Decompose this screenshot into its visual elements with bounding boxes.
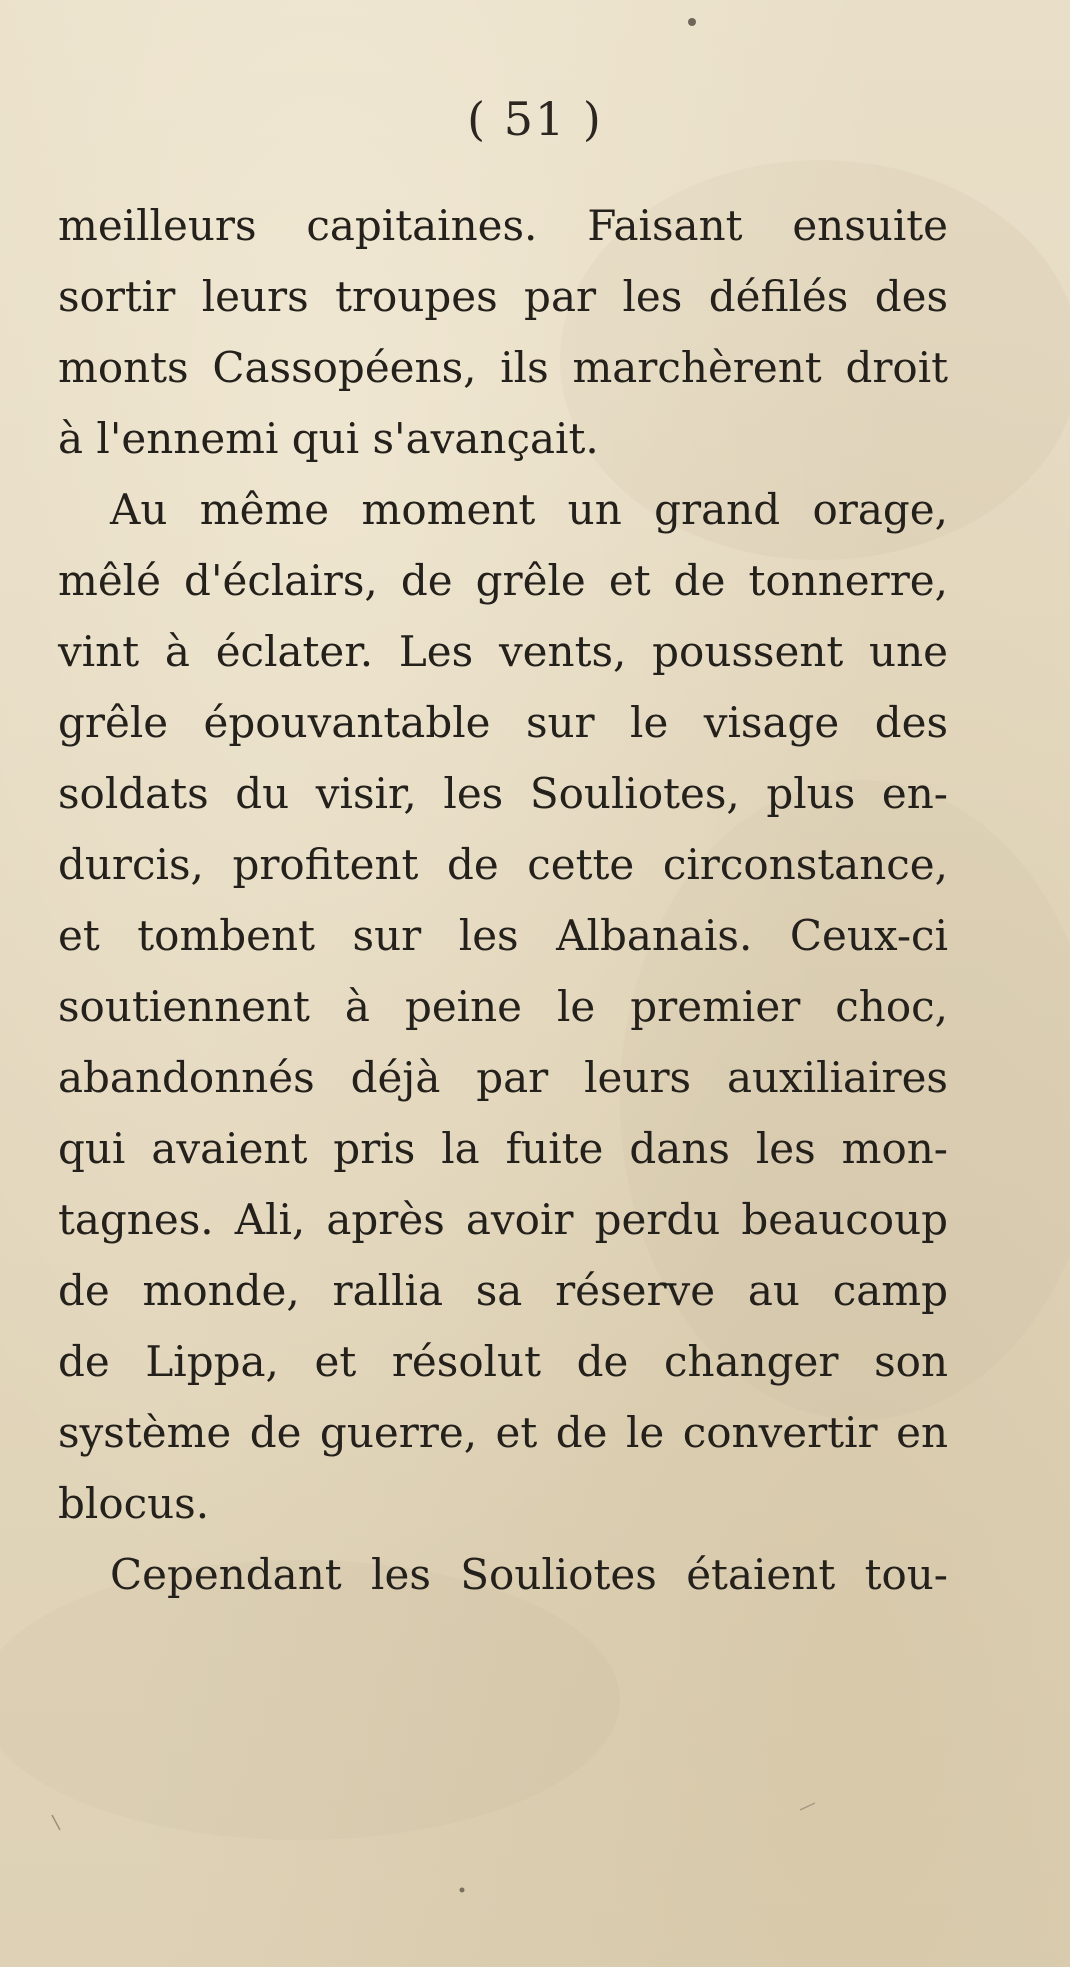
text-line: abandonnés déjà par leurs auxiliaires xyxy=(58,1053,948,1102)
text-line: Cependant les Souliotes étaient tou- xyxy=(110,1550,948,1599)
text-line: et tombent sur les Albanais. Ceux-ci xyxy=(58,911,948,960)
text-line: Au même moment un grand orage, xyxy=(110,485,948,534)
text-line: de monde, rallia sa réserve au camp xyxy=(58,1266,948,1315)
text-line: système de guerre, et de le convertir en xyxy=(58,1408,948,1457)
text-line: qui avaient pris la fuite dans les mon- xyxy=(58,1124,948,1173)
text-line: meilleurs capitaines. Faisant ensuite xyxy=(58,201,948,250)
paragraph-2 xyxy=(58,474,948,1539)
paragraph-3 xyxy=(58,1539,948,1610)
text-line: soldats du visir, les Souliotes, plus en- xyxy=(58,769,948,818)
page-number: ( 51 ) xyxy=(467,92,603,146)
text-line: soutiennent à peine le premier choc, xyxy=(58,982,948,1031)
text-line: blocus. xyxy=(58,1479,210,1528)
text-line: vint à éclater. Les vents, poussent une xyxy=(58,627,948,676)
text-line: sortir leurs troupes par les défilés des xyxy=(58,272,948,321)
text-line: monts Cassopéens, ils marchèrent droit xyxy=(58,343,948,392)
paragraph-1 xyxy=(58,190,948,474)
text-line: mêlé d'éclairs, de grêle et de tonnerre, xyxy=(58,556,948,605)
body-text xyxy=(58,190,948,1610)
text-line: durcis, profitent de cette circonstance, xyxy=(58,840,948,889)
text-line: grêle épouvantable sur le visage des xyxy=(58,698,948,747)
text-line: de Lippa, et résolut de changer son xyxy=(58,1337,948,1386)
text-line: à l'ennemi qui s'avançait. xyxy=(58,414,599,463)
text-line: tagnes. Ali, après avoir perdu beaucoup xyxy=(58,1195,948,1244)
